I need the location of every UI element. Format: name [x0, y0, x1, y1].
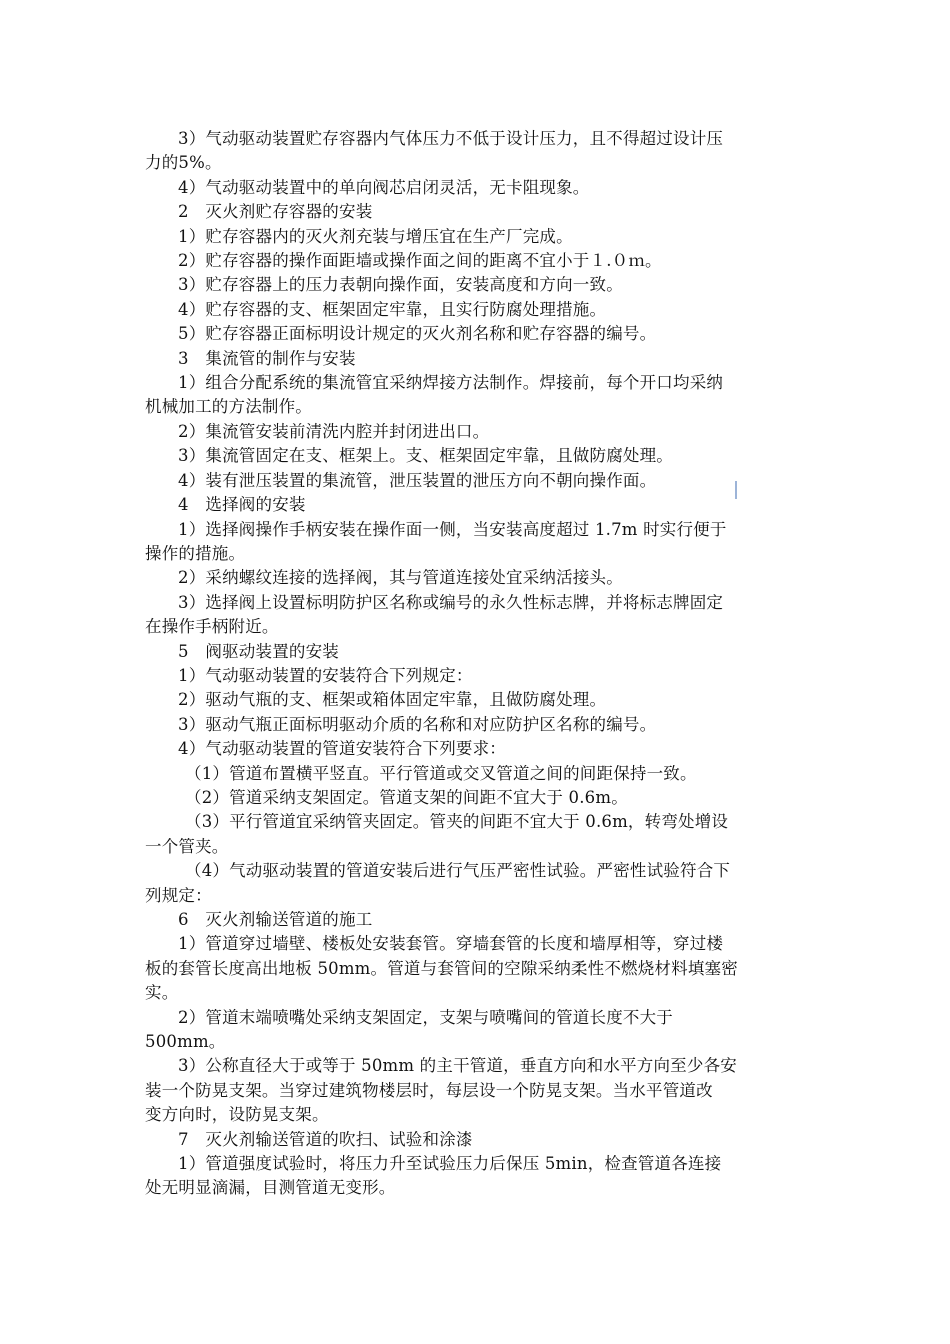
- text-line: 3）集流管固定在支、框架上。支、框架固定牢靠，且做防腐处理。: [178, 446, 673, 466]
- text-line: 6 灭火剂输送管道的施工: [178, 910, 373, 929]
- text-line: 2）贮存容器的操作面距墙或操作面之间的距离不宜小于１.０ｍ。: [178, 251, 662, 271]
- text-line: 1）贮存容器内的灭火剂充装与增压宜在生产厂完成。: [178, 226, 573, 246]
- text-line: 1）气动驱动装置的安装符合下列规定：: [178, 665, 473, 685]
- text-line: 在操作手柄附近。: [145, 617, 279, 637]
- text-line: 2）集流管安装前清洗内腔并封闭进出口。: [178, 421, 490, 441]
- text-line: 1）选择阀操作手柄安装在操作面一侧，当安装高度超过 1.7m 时实行便于: [178, 519, 727, 539]
- text-line: 3）气动驱动装置贮存容器内气体压力不低于设计压力，且不得超过设计压: [178, 129, 724, 148]
- text-line: 3 集流管的制作与安装: [178, 348, 356, 368]
- text-line: 板的套管长度高出地板 50mm。管道与套管间的空隙采纳柔性不燃烧材料填塞密: [145, 958, 738, 978]
- text-line: 1）组合分配系统的集流管宜采纳焊接方法制作。焊接前，每个开口均采纳: [178, 373, 724, 393]
- text-line: 装一个防晃支架。当穿过建筑物楼层时，每层设一个防晃支架。当水平管道改: [145, 1080, 713, 1100]
- text-line: 力的5%。: [145, 153, 222, 173]
- document-body: [145, 127, 807, 1201]
- text-line: 7 灭火剂输送管道的吹扫、试验和涂漆: [178, 1129, 473, 1149]
- text-line: 1）管道强度试验时，将压力升至试验压力后保压 5min，检查管道各连接: [178, 1154, 722, 1174]
- text-line: 4）贮存容器的支、框架固定牢靠，且实行防腐处理措施。: [178, 299, 607, 319]
- text-line: 处无明显滴漏，目测管道无变形。: [145, 1178, 396, 1198]
- text-cursor: [735, 481, 737, 499]
- text-line: 变方向时，设防晃支架。: [145, 1105, 329, 1125]
- text-line: 2）管道末端喷嘴处采纳支架固定，支架与喷嘴间的管道长度不大于: [178, 1007, 673, 1027]
- text-line: 4 选择阀的安装: [178, 495, 306, 515]
- text-line: （3）平行管道宜采纳管夹固定。管夹的间距不宜大于 0.6m，转弯处增设: [185, 812, 729, 832]
- text-line: 4）气动驱动装置中的单向阀芯启闭灵活，无卡阻现象。: [178, 177, 590, 197]
- text-line: 操作的措施。: [145, 543, 246, 563]
- text-line: 2 灭火剂贮存容器的安装: [178, 202, 373, 222]
- text-line: （1）管道布置横平竖直。平行管道或交叉管道之间的间距保持一致。: [185, 763, 697, 783]
- text-line: 3）公称直径大于或等于 50mm 的主干管道，垂直方向和水平方向至少各安: [178, 1056, 737, 1076]
- text-line: 5 阀驱动装置的安装: [178, 641, 339, 661]
- text-line: （4）气动驱动装置的管道安装后进行气压严密性试验。严密性试验符合下: [185, 861, 731, 881]
- text-line: 实。: [145, 983, 179, 1003]
- text-line: 1）管道穿过墙壁、楼板处安装套管。穿墙套管的长度和墙厚相等，穿过楼: [178, 934, 724, 954]
- text-line: 3）选择阀上设置标明防护区名称或编号的永久性标志牌，并将标志牌固定: [178, 592, 724, 612]
- text-line: （2）管道采纳支架固定。管道支架的间距不宜大于 0.6m。: [185, 787, 628, 807]
- text-line: 5）贮存容器正面标明设计规定的灭火剂名称和贮存容器的编号。: [178, 324, 657, 344]
- text-line: 一个管夹。: [145, 836, 229, 856]
- text-line: 2）采纳螺纹连接的选择阀，其与管道连接处宜采纳活接头。: [178, 568, 623, 588]
- text-line: 2）驱动气瓶的支、框架或箱体固定牢靠，且做防腐处理。: [178, 690, 607, 710]
- text-line: 列规定：: [145, 885, 212, 905]
- text-line: 机械加工的方法制作。: [145, 397, 312, 417]
- text-line: 4）气动驱动装置的管道安装符合下列要求：: [178, 739, 506, 759]
- text-line: 3）贮存容器上的压力表朝向操作面，安装高度和方向一致。: [178, 275, 623, 295]
- text-line: 500mm。: [145, 1032, 226, 1052]
- text-line: 4）装有泄压装置的集流管，泄压装置的泄压方向不朝向操作面。: [178, 470, 657, 490]
- text-line: 3）驱动气瓶正面标明驱动介质的名称和对应防护区名称的编号。: [178, 714, 657, 734]
